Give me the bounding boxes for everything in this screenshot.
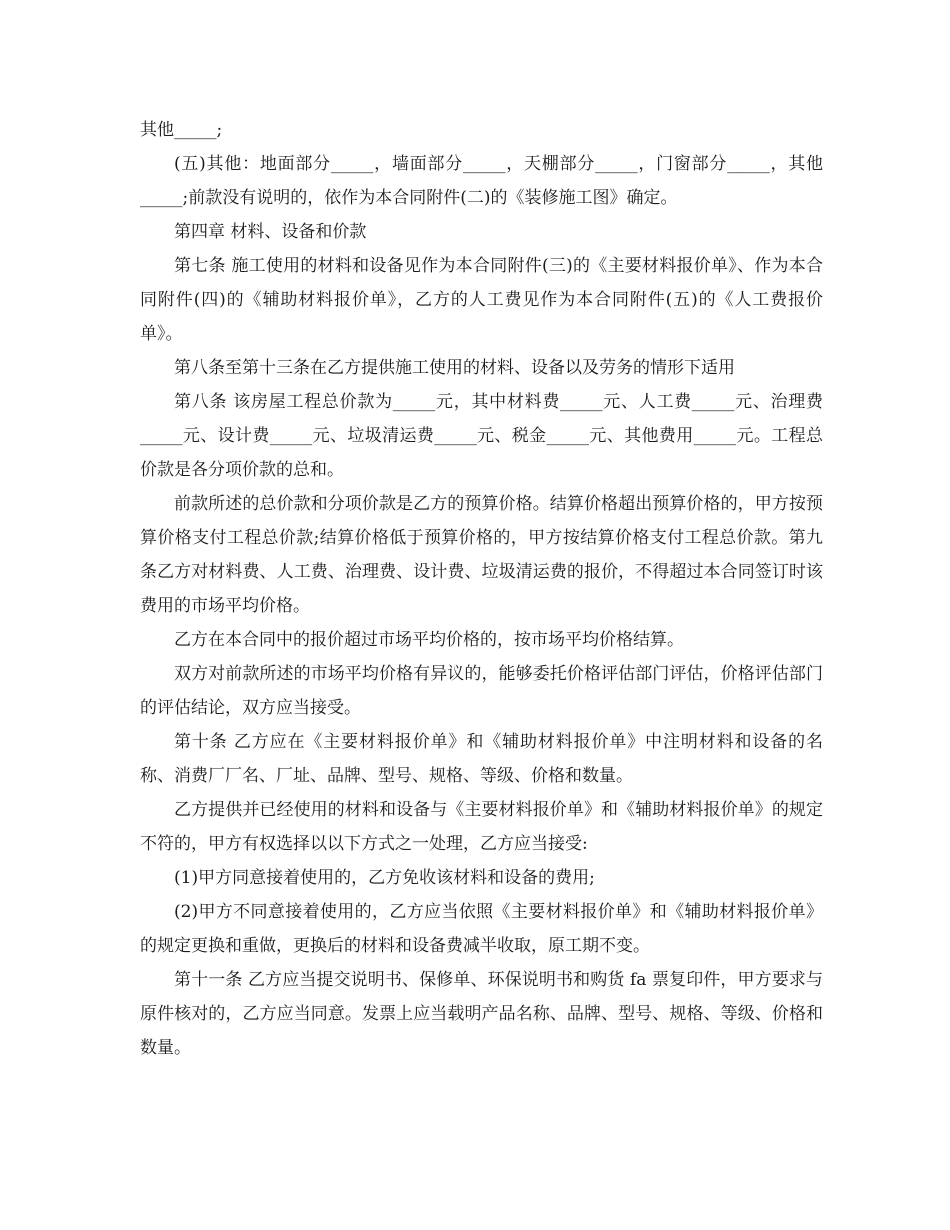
paragraph: 第八条至第十三条在乙方提供施工使用的材料、设备以及劳务的情形下适用 bbox=[174, 358, 735, 378]
paragraph: 前款所述的总价款和分项价款是乙方的预算价格。结算价格超出预算价格的，甲方按预算价格支付工程总价款;结算价格低于预算价格的，甲方按结算价格支付工程总价款。第九条乙方对材料费、人工费、治理费、设计费、垃圾清运费的报价，不得超过本合同签订时该费用的市场平均价格。 bbox=[140, 494, 823, 616]
list-item: (1)甲方同意接着使用的，乙方免收该材料和设备的费用; bbox=[174, 868, 595, 888]
paragraph: 其他_____; bbox=[140, 120, 223, 140]
paragraph: 乙方提供并已经使用的材料和设备与《主要材料报价单》和《辅助材料报价单》的规定不符的，甲方有权选择以以下方式之一处理，乙方应当接受: bbox=[140, 800, 823, 854]
chapter-heading: 第四章 材料、设备和价款 bbox=[174, 222, 367, 242]
paragraph: 第十条 乙方应在《主要材料报价单》和《辅助材料报价单》中注明材料和设备的名称、消费厂厂名、厂址、品牌、型号、规格、等级、价格和数量。 bbox=[140, 732, 823, 786]
paragraph: 第十一条 乙方应当提交说明书、保修单、环保说明书和购货 fa 票复印件，甲方要求与原件核对的，乙方应当同意。发票上应当载明产品名称、品牌、型号、规格、等级、价格和数量。 bbox=[140, 970, 823, 1058]
document-body bbox=[140, 113, 823, 1065]
paragraph: 第八条 该房屋工程总价款为_____元，其中材料费_____元、人工费_____元、治理费_____元、设计费_____元、垃圾清运费_____元、税金_____元、其他费用_____元。工程总价款是各分项价款的总和。 bbox=[140, 392, 823, 480]
paragraph: 乙方在本合同中的报价超过市场平均价格的，按市场平均价格结算。 bbox=[174, 630, 684, 650]
paragraph: 第七条 施工使用的材料和设备见作为本合同附件(三)的《主要材料报价单》、作为本合同附件(四)的《辅助材料报价单》，乙方的人工费见作为本合同附件(五)的《人工费报价单》。 bbox=[140, 256, 823, 344]
paragraph: 双方对前款所述的市场平均价格有异议的，能够委托价格评估部门评估，价格评估部门的评估结论，双方应当接受。 bbox=[140, 664, 823, 718]
paragraph: (五)其他：地面部分_____，墙面部分_____，天棚部分_____，门窗部分_____，其他_____;前款没有说明的，依作为本合同附件(二)的《装修施工图》确定。 bbox=[140, 154, 823, 208]
list-item: (2)甲方不同意接着使用的，乙方应当依照《主要材料报价单》和《辅助材料报价单》的规定更换和重做，更换后的材料和设备费减半收取，原工期不变。 bbox=[140, 902, 823, 956]
